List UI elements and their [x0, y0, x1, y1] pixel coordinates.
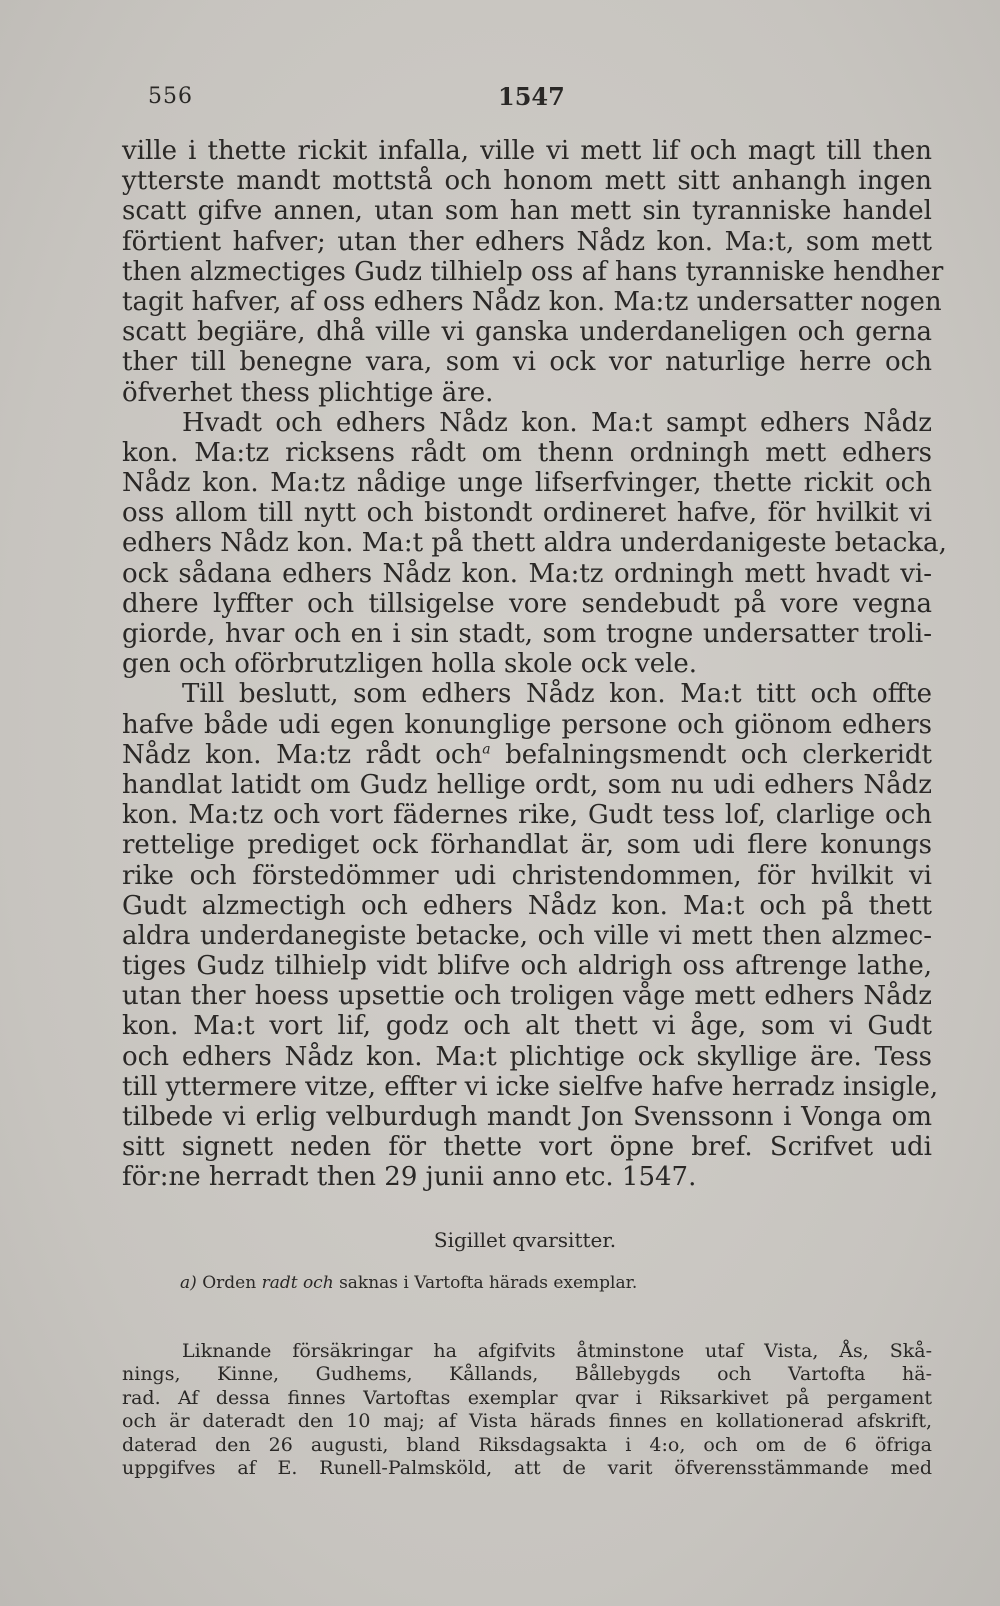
page-year-heading: 1547 — [498, 82, 565, 111]
commentary-line: daterad den 26 augusti, bland Riksdagsakta i 4:o, och om de 6 öfriga — [122, 1433, 932, 1456]
commentary-line: nings, Kinne, Gudhems, Kållands, Bållebygds och Vartofta hä- — [122, 1363, 932, 1386]
text-line: rettelige prediget ock förhandlat är, som udi flere konungs — [122, 830, 932, 861]
text-line: förtient hafver; utan ther edhers Nådz kon. Ma:t, som mett — [122, 226, 932, 257]
text-line: till yttermere vitze, effter vi icke sielfve hafve herradz insigle, — [122, 1071, 939, 1102]
text-line: scatt gifve annen, utan som han mett sin tyranniske handel — [122, 196, 932, 227]
text-fragment: Nådz kon. Ma:tz rådt och — [122, 739, 483, 770]
text-line: Gudt alzmectigh och edhers Nådz kon. Ma:t och på thett — [122, 890, 932, 921]
text-line: öfverhet thess plichtige äre. — [122, 377, 494, 408]
footnote-text: saknas i Vartofta härads exemplar. — [339, 1273, 638, 1293]
text-line: för:ne herradt then 29 junii anno etc. 1547. — [122, 1162, 697, 1193]
text-line-with-footnote — [122, 740, 932, 770]
text-line: hafve både udi egen konunglige persone och giönom edhers — [122, 709, 932, 740]
commentary-line: uppgifves af E. Runell-Palmsköld, att de varit öfverensstämmande med — [122, 1456, 932, 1479]
text-line: aldra underdanegiste betacke, och ville vi mett then alzmec- — [122, 920, 932, 951]
seal-note: Sigillet qvarsitter. — [433, 1228, 617, 1252]
text-line: gen och oförbrutzligen holla skole ock vele. — [122, 649, 698, 680]
text-line: ther till benegne vara, som vi ock vor naturlige herre och — [122, 347, 932, 378]
text-line: dhere lyffter och tillsigelse vore sendebudt på vore vegna — [122, 588, 932, 619]
text-line: scatt begiäre, dhå ville vi ganska underdaneligen och gerna — [122, 317, 932, 348]
text-line: kon. Ma:tz ricksens rådt om thenn ordningh mett edhers — [122, 437, 932, 468]
text-fragment: befalningsmendt och clerkeridt — [505, 739, 932, 770]
text-line: rike och förstedömmer udi christendommen, för hvilkit vi — [122, 860, 932, 891]
text-line: utan ther hoess upsettie och troligen våge mett edhers Nådz — [122, 981, 932, 1012]
footnote-text: Orden — [202, 1273, 257, 1293]
text-line: kon. Ma:tz och vort fädernes rike, Gudt tess lof, clarlige och — [122, 800, 932, 831]
footnote — [180, 1273, 637, 1293]
commentary-line: och är dateradt den 10 maj; af Vista härads finnes en kollationerad afskrift, — [122, 1410, 932, 1433]
text-line: och edhers Nådz kon. Ma:t plichtige ock skyllige äre. Tess — [122, 1041, 932, 1072]
page-header — [148, 84, 928, 114]
text-line: handlat latidt om Gudz hellige ordt, som nu udi edhers Nådz — [122, 769, 932, 800]
text-line: ville i thette rickit infalla, ville vi mett lif och magt till then — [122, 136, 932, 166]
text-line: tagit hafver, af oss edhers Nådz kon. Ma:tz undersatter nogen — [122, 286, 942, 317]
footnote-reference: a — [482, 741, 491, 758]
footnote-emphasis: radt och — [261, 1273, 334, 1293]
letter-body — [122, 136, 947, 1193]
footnote-mark: a) — [180, 1273, 197, 1293]
text-line: Hvadt och edhers Nådz kon. Ma:t sampt edhers Nådz — [182, 407, 932, 438]
text-line: ytterste mandt mottstå och honom mett sitt anhangh ingen — [122, 166, 932, 197]
editorial-commentary — [122, 1340, 932, 1480]
text-line: Nådz kon. Ma:tz nådige unge lifserfvinger, thette rickit och — [122, 468, 932, 499]
text-line: ock sådana edhers Nådz kon. Ma:tz ordningh mett hvadt vi- — [122, 558, 932, 589]
page-number: 556 — [148, 84, 193, 109]
text-line: sitt signett neden för thette vort öpne bref. Scrifvet udi — [122, 1132, 932, 1163]
text-line: giorde, hvar och en i sin stadt, som trogne undersatter troli- — [122, 619, 932, 649]
text-line: Till beslutt, som edhers Nådz kon. Ma:t titt och offte — [182, 679, 932, 710]
commentary-line: rad. Af dessa finnes Vartoftas exemplar qvar i Riksarkivet på pergament — [122, 1386, 932, 1409]
text-line: then alzmectiges Gudz tilhielp oss af hans tyranniske hendher — [122, 256, 944, 287]
text-line: tiges Gudz tilhielp vidt blifve och aldrigh oss aftrenge lathe, — [122, 951, 932, 982]
commentary-line: Liknande försäkringar ha afgifvits åtminstone utaf Vista, Ås, Skå- — [182, 1340, 932, 1362]
text-line: kon. Ma:t vort lif, godz och alt thett vi åge, som vi Gudt — [122, 1011, 932, 1042]
text-line: edhers Nådz kon. Ma:t på thett aldra underdanigeste betacka, — [122, 528, 947, 559]
text-line: tilbede vi erlig velburdugh mandt Jon Svenssonn i Vonga om — [122, 1102, 932, 1132]
text-line: oss allom till nytt och bistondt ordineret hafve, för hvilkit vi — [122, 498, 932, 529]
